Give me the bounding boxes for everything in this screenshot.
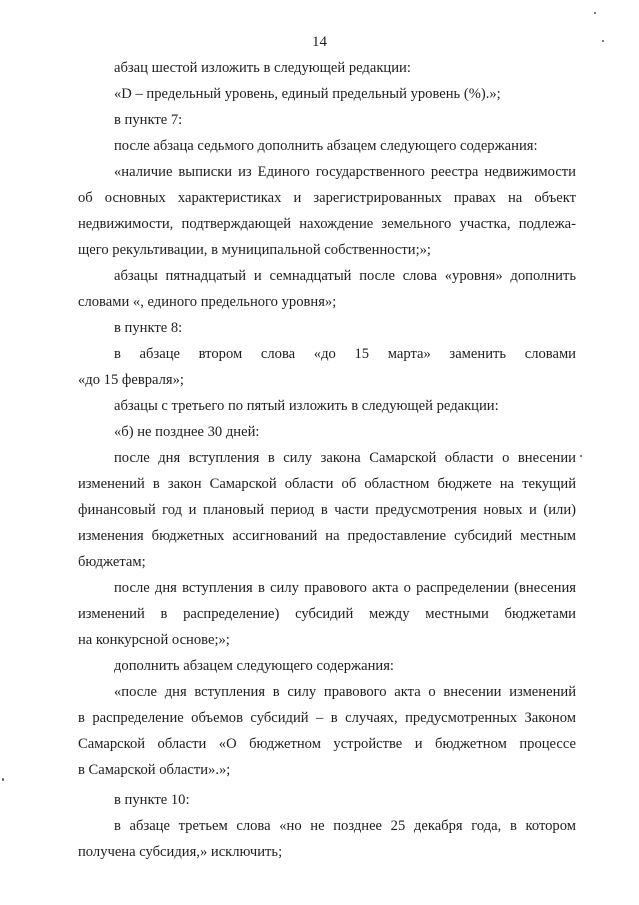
text-line: в распределение объемов субсидий – в случаях, предусмотренных Законом [78, 710, 576, 726]
text-line: в абзаце втором слова «до 15 марта» заменить словами [114, 346, 576, 362]
text-line: абзац шестой изложить в следующей редакции: [114, 60, 411, 76]
text-line: финансовый год и плановый период в части предусмотрения новых и (или) [78, 502, 576, 518]
text-line: получена субсидия,» исключить; [78, 844, 283, 860]
text-line: бюджетам; [78, 554, 146, 570]
text-line: в Самарской области».»; [78, 762, 231, 778]
text-line: Самарской области «О бюджетном устройстве и бюджетном процессе [78, 736, 576, 752]
text-line: «до 15 февраля»; [78, 372, 184, 388]
text-line: дополнить абзацем следующего содержания: [114, 658, 394, 674]
text-line: в абзаце третьем слова «но не позднее 25 декабря года, в котором [114, 818, 576, 834]
scan-speck [594, 12, 596, 14]
scan-speck [602, 40, 604, 42]
text-line: щего рекультивации, в муниципальной собственности;»; [78, 242, 431, 258]
text-line: недвижимости, подтверждающей нахождение земельного участка, подлежа- [78, 216, 576, 232]
text-line: изменений в распределение) субсидий между местными бюджетами [78, 606, 576, 622]
text-line: изменения бюджетных ассигнований на предоставление субсидий местным [78, 528, 576, 544]
text-line: «наличие выписки из Единого государственного реестра недвижимости [114, 164, 576, 180]
text-line: абзацы пятнадцатый и семнадцатый после слова «уровня» дополнить [114, 268, 576, 284]
text-line: после абзаца седьмого дополнить абзацем следующего содержания: [114, 138, 538, 154]
text-line: об основных характеристиках и зарегистрированных правах на объект [78, 190, 576, 206]
text-line: словами «, единого предельного уровня»; [78, 294, 337, 310]
scan-speck [580, 455, 582, 457]
text-line: «б) не позднее 30 дней: [114, 424, 260, 440]
text-line: в пункте 7: [114, 112, 183, 128]
text-line: «D – предельный уровень, единый предельный уровень (%).»; [114, 86, 501, 102]
text-line: абзацы с третьего по пятый изложить в следующей редакции: [114, 398, 499, 414]
text-line: после дня вступления в силу закона Самарской области о внесении [114, 450, 576, 466]
page-number: 14 [312, 34, 327, 50]
text-line: в пункте 10: [114, 792, 190, 808]
text-line: «после дня вступления в силу правового акта о внесении изменений [114, 684, 576, 700]
text-line: изменений в закон Самарской области об областном бюджете на текущий [78, 476, 576, 492]
text-line: на конкурсной основе;»; [78, 632, 230, 648]
text-line: после дня вступления в силу правового акта о распределении (внесения [114, 580, 576, 596]
scan-speck [2, 778, 4, 781]
text-line: в пункте 8: [114, 320, 183, 336]
